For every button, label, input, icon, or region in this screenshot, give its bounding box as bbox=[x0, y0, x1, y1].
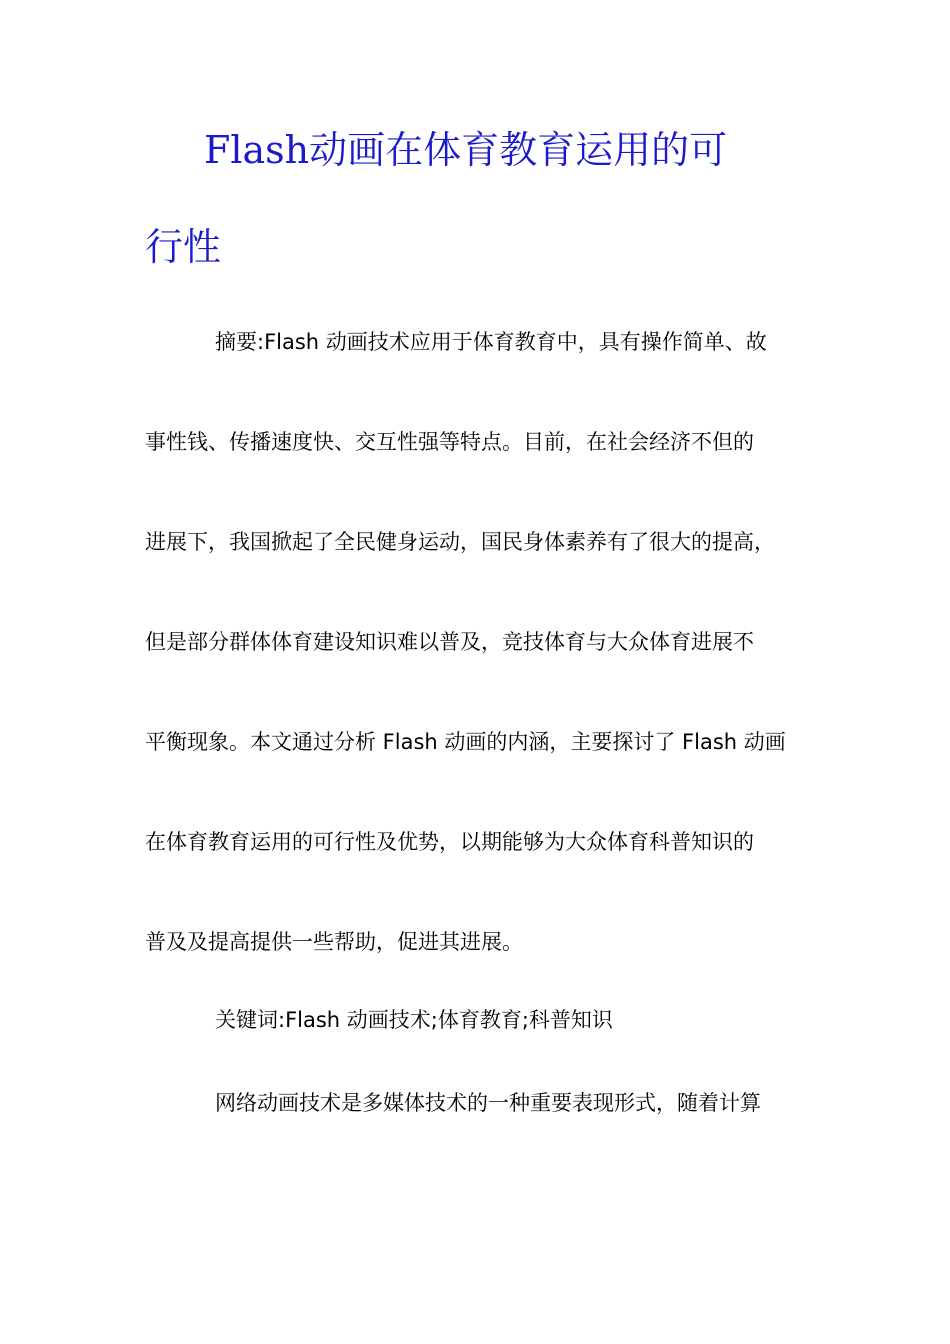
abstract-line-7: 普及及提高提供一些帮助，促进其进展。 bbox=[145, 930, 523, 954]
abstract-line-2: 事性钱、传播速度快、交互性强等特点。目前，在社会经济不但的 bbox=[145, 430, 754, 454]
keywords-line: 关键词:Flash 动画技术;体育教育;科普知识 bbox=[215, 1008, 613, 1032]
abstract-line-3: 进展下，我国掀起了全民健身运动，国民身体素养有了很大的提高， bbox=[145, 530, 775, 554]
abstract-line-1: 摘要:Flash 动画技术应用于体育教育中，具有操作简单、故 bbox=[215, 330, 767, 354]
document-title-line-2: 行性 bbox=[145, 225, 222, 269]
document-title-line-1: Flash动画在体育教育运用的可 bbox=[204, 128, 728, 172]
body-paragraph-line-1: 网络动画技术是多媒体技术的一种重要表现形式，随着计算 bbox=[215, 1091, 761, 1115]
abstract-line-6: 在体育教育运用的可行性及优势，以期能够为大众体育科普知识的 bbox=[145, 830, 754, 854]
abstract-line-4: 但是部分群体体育建设知识难以普及，竞技体育与大众体育进展不 bbox=[145, 630, 754, 654]
abstract-line-5: 平衡现象。本文通过分析 Flash 动画的内涵，主要探讨了 Flash 动画 bbox=[145, 730, 786, 754]
